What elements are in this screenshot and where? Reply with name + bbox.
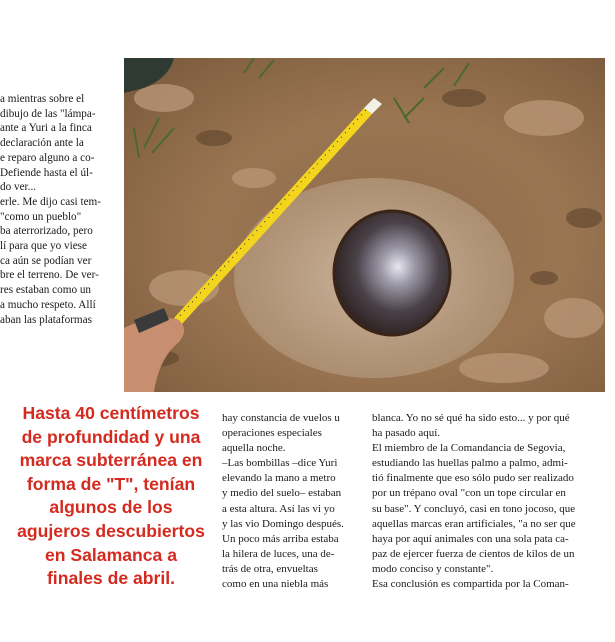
body-line: El miembro de la Comandancia de Segovia, xyxy=(372,442,566,455)
photo-hole-in-soil xyxy=(124,58,605,392)
left-line: "como un pueblo" xyxy=(0,210,82,223)
left-text-column xyxy=(0,92,112,327)
body-line: paz de ejercer fuerza de cientos de kilos de un xyxy=(372,547,575,560)
left-line: aban las plataformas xyxy=(0,313,92,326)
body-line: Esa conclusión es compartida por la Coman- xyxy=(372,578,569,591)
body-line: por un trépano oval "con un tope circular en xyxy=(372,487,566,500)
left-line: lí para que yo viese xyxy=(0,240,87,253)
body-column-right xyxy=(372,411,608,592)
pull-quote xyxy=(8,402,214,591)
body-line: aquellas marcas eran artificiales, "a no ser que xyxy=(372,517,576,530)
left-line: Defiende hasta el úl- xyxy=(0,166,93,179)
left-line: ca aún se podían ver xyxy=(0,254,92,267)
left-line: do ver... xyxy=(0,181,37,194)
pull-quote-line: Hasta 40 centímetros xyxy=(22,403,200,423)
body-line: trás de otra, envueltas xyxy=(222,562,318,575)
body-line: elevando la mano a metro xyxy=(222,472,336,485)
pull-quote-line: de profundidad y una xyxy=(21,426,201,447)
body-line: tió finalmente que eso sólo pudo ser realizado xyxy=(372,472,574,485)
body-line: Un poco más arriba estaba xyxy=(222,532,339,545)
pull-quote-line: forma de "T", tenían xyxy=(26,473,196,494)
body-line: la hilera de luces, una de- xyxy=(222,547,335,560)
left-line: erle. Me dijo casi tem- xyxy=(0,195,101,208)
body-line: ha pasado aquí. xyxy=(372,427,441,440)
left-line: res estaban como un xyxy=(0,284,92,297)
body-line: su base". Y concluyó, casi en tono jocoso, que xyxy=(372,502,576,515)
body-line: estudiando las huellas palmo a palmo, admi- xyxy=(372,457,568,470)
body-line: aquella noche. xyxy=(222,442,286,455)
body-line: a esta altura. Así las vi yo xyxy=(222,502,335,515)
body-column-middle xyxy=(222,411,362,592)
left-line: a mientras sobre el xyxy=(0,93,85,105)
body-line: haya por aquí animales con una sola pata ca- xyxy=(372,532,569,545)
left-line: ante a Yuri a la finca xyxy=(0,122,92,135)
pull-quote-line: agujeros descubiertos xyxy=(17,520,205,541)
body-line: –Las bombillas –dice Yuri xyxy=(222,457,338,470)
left-line: ba aterrorizado, pero xyxy=(0,225,93,238)
left-line: dibujo de las "lámpa- xyxy=(0,107,96,120)
body-line: hay constancia de vuelos u xyxy=(222,412,340,424)
pull-quote-line: en Salamanca a xyxy=(44,544,178,565)
left-line: bre el terreno. De ver- xyxy=(0,269,99,282)
body-line: y medio del suelo– estaban xyxy=(222,487,342,500)
pull-quote-line: marca subterránea en xyxy=(19,450,203,471)
body-line: operaciones especiales xyxy=(222,427,322,440)
left-line: a mucho respeto. Allí xyxy=(0,298,96,311)
body-line: y las vio Domingo después. xyxy=(222,517,344,530)
pull-quote-line: algunos de los xyxy=(49,497,173,518)
body-line: como en una niebla más xyxy=(222,578,329,591)
left-line: e reparo alguno a co- xyxy=(0,151,95,164)
body-line: blanca. Yo no sé qué ha sido esto... y por qué xyxy=(372,412,570,424)
body-line: modo conciso y constante". xyxy=(372,562,494,575)
left-line: declaración ante la xyxy=(0,137,84,150)
pull-quote-line: finales de abril. xyxy=(46,568,176,589)
excavated-hole-illustration xyxy=(124,58,605,392)
